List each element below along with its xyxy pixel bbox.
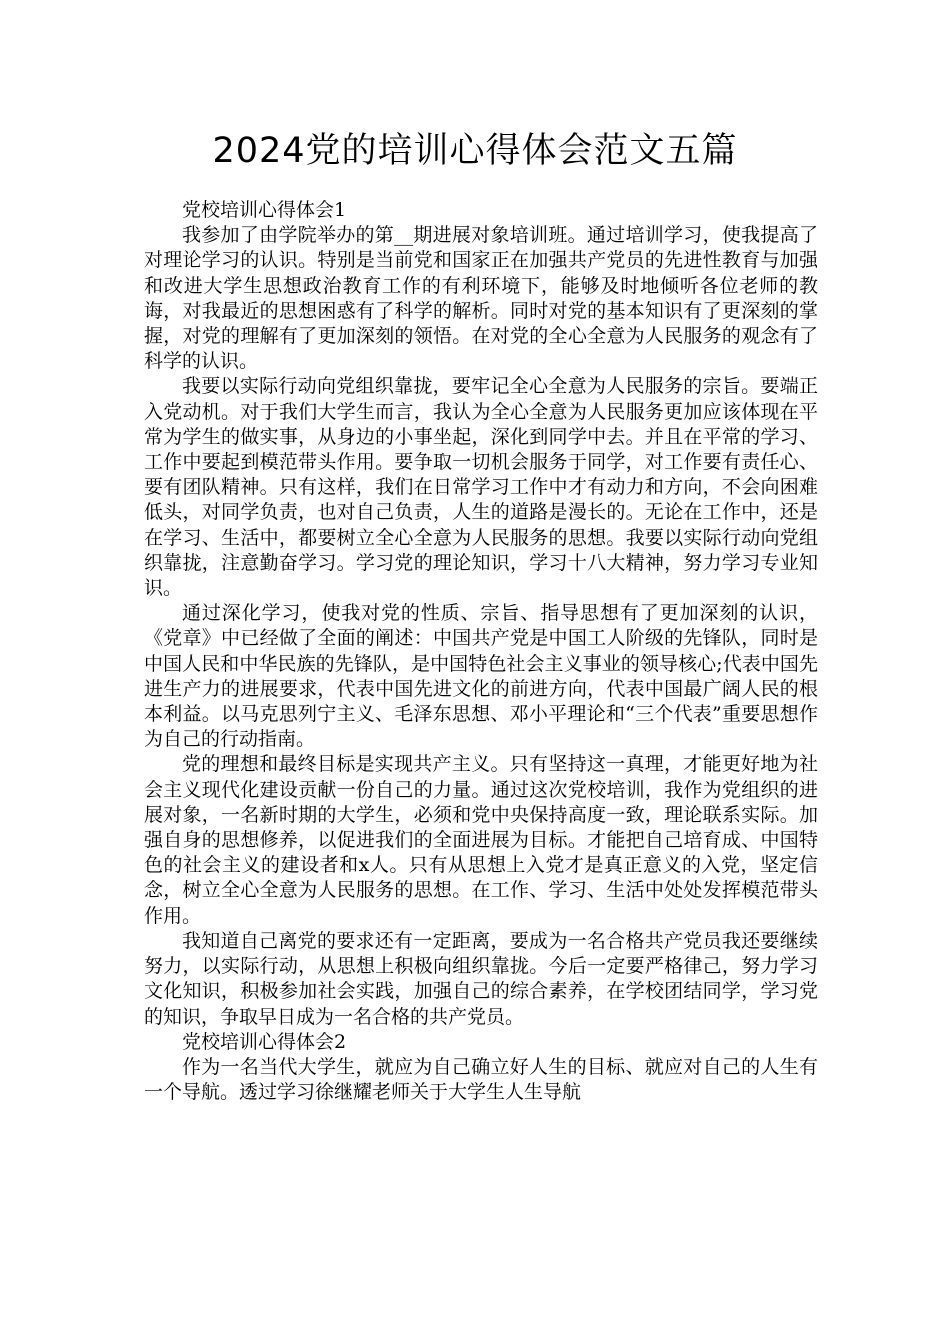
- paragraph: 我知道自己离党的要求还有一定距离，要成为一名合格共产党员我还要继续努力，以实际行动，从思想上积极向组织靠拢。今后一定要严格律己，努力学习文化知识，积极参加社会实践，加强自己的综合素养，在学校团结同学，学习党的知识，争取早日成为一名合格的共产党员。: [144, 929, 818, 1028]
- paragraph: 通过深化学习，使我对党的性质、宗旨、指导思想有了更加深刻的认识，《党章》中已经做了全面的阐述：中国共产党是中国工人阶级的先锋队，同时是中国人民和中华民族的先锋队，是中国特色社会主义事业的领导核心;代表中国先进生产力的进展要求，代表中国先进文化的前进方向，代表中国最广阔人民的根本利益。以马克思列宁主义、毛泽东思想、邓小平理论和“三个代表”重要思想作为自己的行动指南。: [144, 602, 818, 751]
- paragraph: 作为一名当代大学生，就应为自己确立好人生的目标、就应对自己的人生有一个导航。透过学习徐继耀老师关于大学生人生导航: [144, 1055, 818, 1104]
- paragraph: 党的理想和最终目标是实现共产主义。只有坚持这一真理，才能更好地为社会主义现代化建设贡献一份自己的力量。通过这次党校培训，我作为党组织的进展对象，一名新时期的大学生，必须和党中央保持高度一致，理论联系实际。加强自身的思想修养，以促进我们的全面进展为目标。才能把自己培育成、中国特色的社会主义的建设者和x人。只有从思想上入党才是真正意义的入党，坚定信念，树立全心全意为人民服务的思想。在工作、学习、生活中处处发挥模范带头作用。: [144, 753, 818, 927]
- section-heading: 党校培训心得体会1: [182, 199, 347, 221]
- paragraph: 我要以实际行动向党组织靠拢，要牢记全心全意为人民服务的宗旨。要端正入党动机。对于我们大学生而言，我认为全心全意为人民服务更加应该体现在平常为学生的做实事，从身边的小事坐起，深化到同学中去。并且在平常的学习、工作中要起到模范带头作用。要争取一切机会服务于同学，对工作要有责任心、要有团队精神。只有这样，我们在日常学习工作中才有动力和方向，不会向困难低头，对同学负责，也对自己负责，人生的道路是漫长的。无论在工作中，还是在学习、生活中，都要树立全心全意为人民服务的思想。我要以实际行动向党组织靠拢，注意勤奋学习。学习党的理论知识，学习十八大精神，努力学习专业知识。: [144, 375, 818, 600]
- document-title: 2024党的培训心得体会范文五篇: [212, 131, 738, 171]
- document-body: [144, 198, 818, 1105]
- section-heading: 党校培训心得体会2: [182, 1030, 347, 1053]
- paragraph: 我参加了由学院举办的第__期进展对象培训班。通过培训学习，使我提高了对理论学习的认识。特别是当前党和国家正在加强共产党员的先进性教育与加强和改进大学生思想政治教育工作的有利环境下，能够及时地倾听各位老师的教诲，对我最近的思想困惑有了科学的解析。同时对党的基本知识有了更深刻的掌握，对党的理解有了更加深刻的领悟。在对党的全心全意为人民服务的观念有了科学的认识。: [144, 224, 818, 373]
